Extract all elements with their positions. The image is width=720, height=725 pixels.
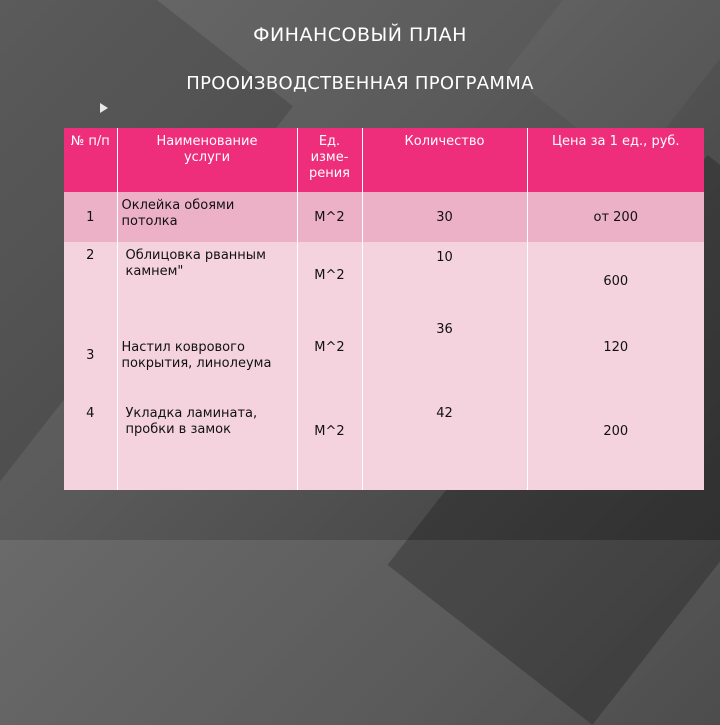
bullet-arrow-icon — [100, 103, 108, 113]
unit-value: М^2 — [297, 242, 362, 320]
table-row — [64, 242, 704, 320]
unit-value: М^2 — [297, 320, 362, 398]
service-name: Настил коврового покрытия, линолеума — [117, 320, 297, 398]
service-name: Укладка ламината, пробки в замок — [117, 398, 297, 490]
price-value: 600 — [527, 242, 704, 320]
slide-title: ФИНАНСОВЫЙ ПЛАН — [253, 24, 467, 46]
table-row — [64, 192, 704, 242]
service-name: Облицовка рванным камнем" — [117, 242, 297, 320]
price-value: 120 — [527, 320, 704, 398]
table-row — [64, 398, 704, 490]
header-cell-unit: Ед. изме-рения — [297, 128, 362, 192]
row-number: 2 — [64, 242, 117, 320]
table-row — [64, 320, 704, 398]
header-cell-quantity: Количество — [362, 128, 527, 192]
quantity-value: 36 — [362, 320, 527, 398]
row-number: 3 — [64, 320, 117, 398]
quantity-value: 10 — [362, 242, 527, 320]
quantity-value: 30 — [362, 192, 527, 242]
price-value: 200 — [527, 398, 704, 490]
production-program-table — [64, 128, 704, 490]
header-cell-number: № п/п — [64, 128, 117, 192]
unit-value: М^2 — [297, 192, 362, 242]
header-cell-price: Цена за 1 ед., руб. — [527, 128, 704, 192]
table-header-row — [64, 128, 704, 192]
service-name: Оклейка обоями потолка — [117, 192, 297, 242]
quantity-value: 42 — [362, 398, 527, 490]
price-value: от 200 — [527, 192, 704, 242]
row-number: 4 — [64, 398, 117, 490]
slide-subtitle: ПРООИЗВОДСТВЕННАЯ ПРОГРАММА — [186, 73, 534, 94]
unit-value: М^2 — [297, 398, 362, 490]
header-cell-service-name: Наименование услуги — [117, 128, 297, 192]
row-number: 1 — [64, 192, 117, 242]
